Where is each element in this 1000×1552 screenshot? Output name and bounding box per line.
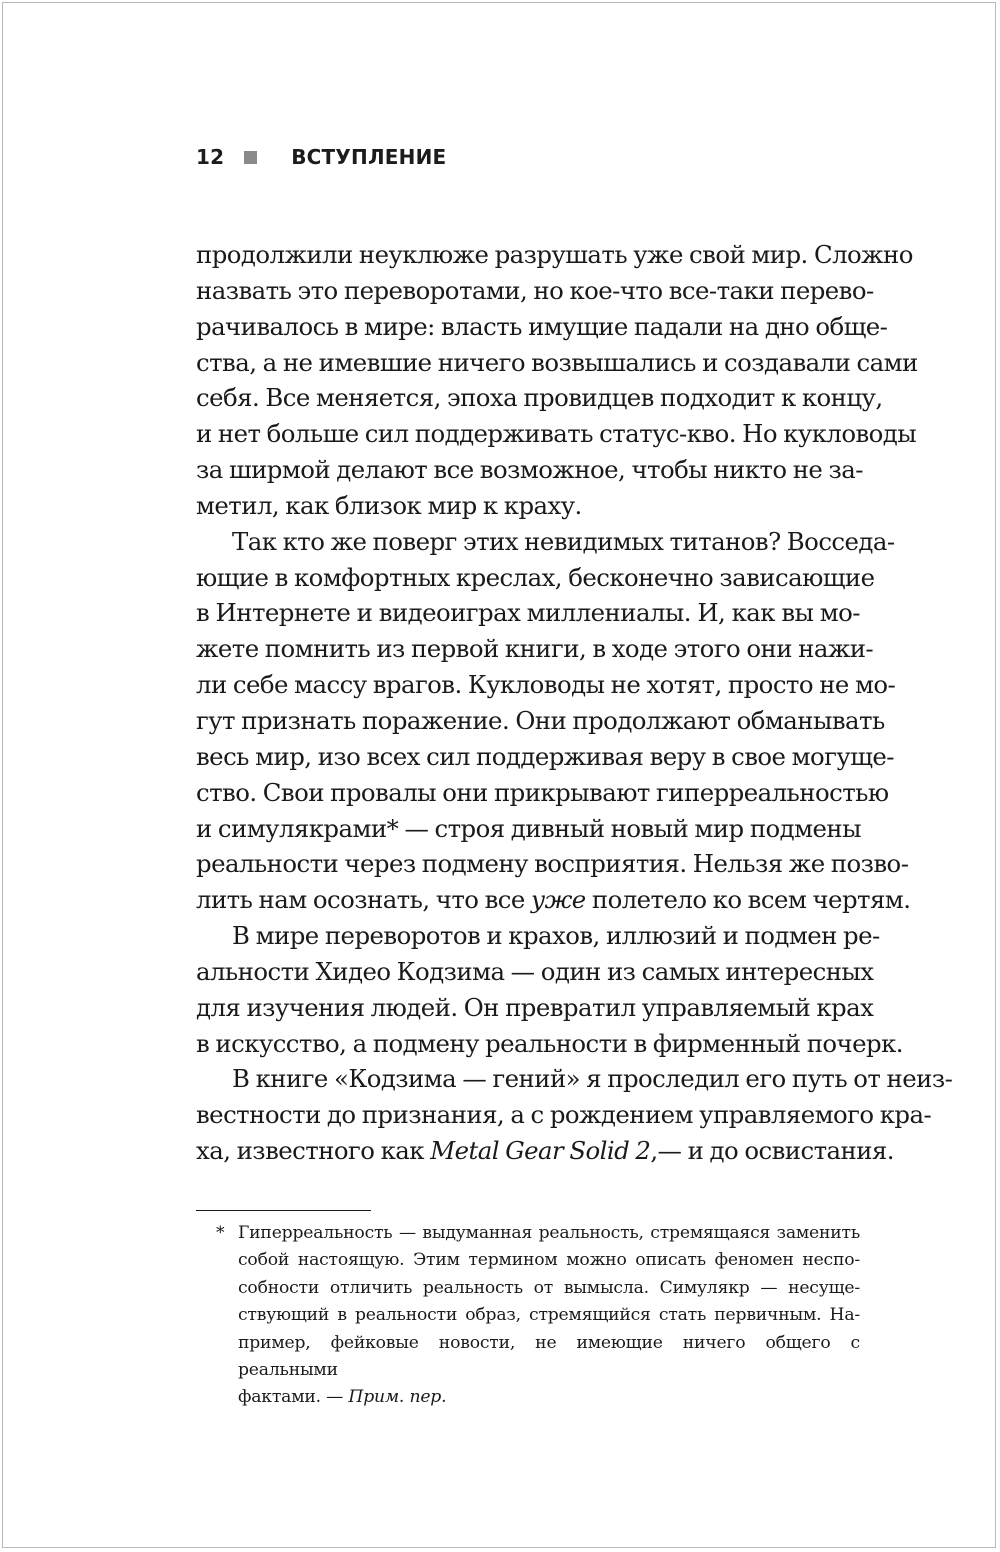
text-line: продолжили неуклюже разрушать уже свой мир. Сложно (196, 240, 913, 269)
footnote-rule (196, 1210, 371, 1211)
text-segment: ,— и до освистания. (650, 1136, 894, 1166)
running-head (196, 142, 446, 172)
text-line: ющие в комфортных креслах, бесконечно зависающие (196, 562, 875, 592)
square-bullet-icon (244, 151, 257, 164)
text-line: себя. Все меняется, эпоха провидцев подходит к концу, (196, 383, 883, 413)
text-line: Так кто же поверг этих невидимых титанов? Восседа- (232, 526, 895, 556)
text-line: вестности до признания, а с рождением управляемого кра- (196, 1100, 932, 1130)
text-line: ли себе массу врагов. Кукловоды не хотят, просто не мо- (196, 670, 896, 700)
text-line (196, 1133, 894, 1169)
text-line: В книге «Кодзима — гений» я проследил его путь от неиз- (232, 1064, 953, 1094)
text-line: альности Хидео Кодзима — один из самых интересных (196, 956, 874, 986)
emphasis: Прим. пер. (348, 1387, 447, 1408)
text-segment: лить нам осознать, что все (196, 885, 531, 915)
text-line: Гиперреальность — выдуманная реальность, стремящаяся заменить (238, 1223, 860, 1243)
footnote-mark: * (216, 1223, 225, 1243)
text-segment: фактами. — (238, 1387, 349, 1408)
text-line: и нет больше сил поддерживать статус-кво. Но кукловоды (196, 419, 917, 449)
page-number: 12 (196, 145, 225, 169)
paragraph-3 (196, 918, 903, 1061)
text-line (218, 1384, 860, 1411)
footnote-first-line (218, 1220, 860, 1247)
text-line: В мире переворотов и крахов, иллюзий и подмен ре- (232, 921, 880, 951)
text-line: для изучения людей. Он превратил управляемый крах (196, 992, 874, 1022)
text-line (196, 882, 911, 918)
emphasis: уже (531, 885, 586, 915)
text-line: пример, фейковые новости, не имеющие ничего общего с реальными (238, 1332, 860, 1381)
text-line: в искусство, а подмену реальности в фирменный почерк. (196, 1028, 903, 1058)
text-segment: ха, известного как (196, 1136, 431, 1166)
paragraph-1 (196, 237, 918, 524)
text-line: гут признать поражение. Они продолжают обманывать (196, 705, 885, 735)
text-line: ствующий в реальности образ, стремящийся стать первичным. На- (238, 1305, 860, 1326)
text-line: рачивалось в мире: власть имущие падали на дно обще- (196, 311, 888, 341)
text-line: собности отличить реальность от вымысла. Симулякр — несуще- (238, 1277, 860, 1298)
text-line: ство. Свои провалы они прикрывают гиперреальностью (196, 777, 889, 807)
text-line: весь мир, изо всех сил поддерживая веру в свое могуще- (196, 741, 894, 771)
text-line: за ширмой делают все возможное, чтобы никто не за- (196, 455, 863, 485)
text-line: и симулякрами* — строя дивный новый мир подмены (196, 813, 861, 843)
text-line: собой настоящую. Этим термином можно описать феномен неспо- (238, 1250, 860, 1271)
text-segment: полетело ко всем чертям. (585, 885, 911, 915)
chapter-title: ВСТУПЛЕНИЕ (291, 145, 447, 169)
text-line: метил, как близок мир к краху. (196, 490, 582, 520)
paragraph-2 (196, 524, 911, 918)
text-line: назвать это переворотами, но кое-что все-таки перево- (196, 275, 874, 305)
footnote (218, 1220, 860, 1412)
text-line: ства, а не имевшие ничего возвышались и создавали сами (196, 347, 918, 377)
text-line: реальности через подмену восприятия. Нельзя же позво- (196, 849, 909, 879)
emphasis: Metal Gear Solid 2 (430, 1136, 651, 1166)
paragraph-4 (196, 1061, 953, 1169)
body-text (196, 237, 953, 1169)
text-line: жете помнить из первой книги, в ходе этого они нажи- (196, 634, 874, 664)
text-line: в Интернете и видеоиграх миллениалы. И, как вы мо- (196, 598, 860, 628)
